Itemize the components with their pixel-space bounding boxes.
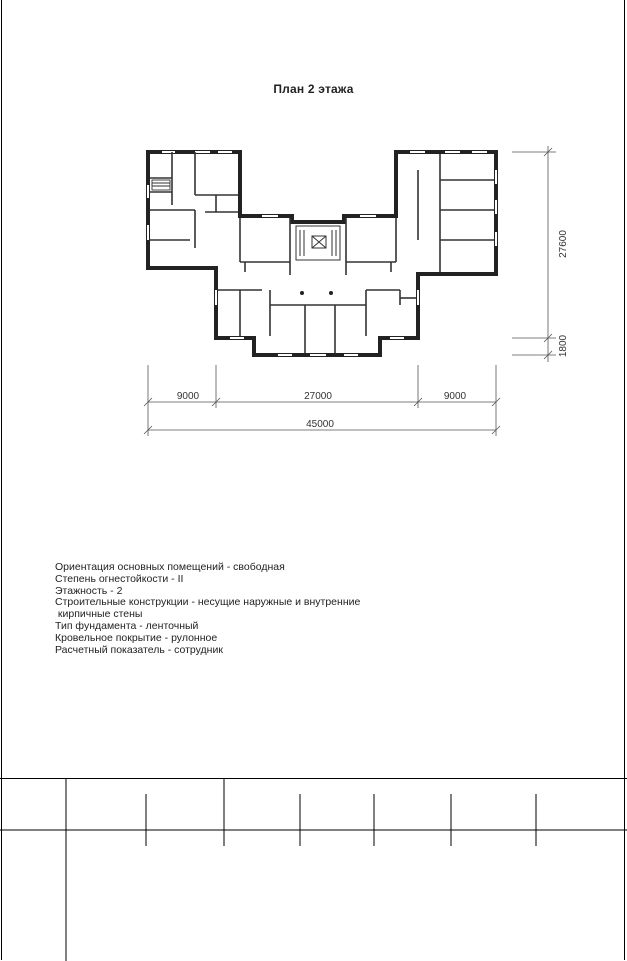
dim-offset: 1800 <box>558 334 569 358</box>
title-block <box>0 778 627 961</box>
left-stair <box>152 180 170 190</box>
note-structure: Строительные конструкции - несущие наружные и внутренние <box>55 596 361 609</box>
note-foundation: Тип фундамента - ленточный <box>55 619 199 632</box>
column <box>300 291 304 295</box>
interior-walls <box>150 152 494 353</box>
plan-title: План 2 этажа <box>273 82 354 96</box>
note-indicator: Расчетный показатель - сотрудник <box>55 643 223 656</box>
dim-height: 27600 <box>558 230 569 258</box>
staircase <box>296 226 340 260</box>
right-dimension-lines <box>512 146 556 362</box>
dim-center: 27000 <box>304 391 332 402</box>
note-roofing: Кровельное покрытие - рулонное <box>55 631 218 644</box>
outer-walls <box>148 152 496 355</box>
dim-right: 9000 <box>443 391 467 402</box>
dim-left: 9000 <box>176 391 200 402</box>
note-orientation: Ориентация основных помещений - свободная <box>55 561 285 573</box>
note-floors: Этажность - 2 <box>55 584 123 597</box>
window-marks <box>148 152 496 355</box>
column <box>329 291 333 295</box>
building-notes <box>55 562 360 656</box>
note-fire-resistance: Степень огнестойкости - II <box>55 572 184 585</box>
note-structure-cont: кирпичные стены <box>55 608 143 621</box>
dim-total: 45000 <box>306 419 334 430</box>
